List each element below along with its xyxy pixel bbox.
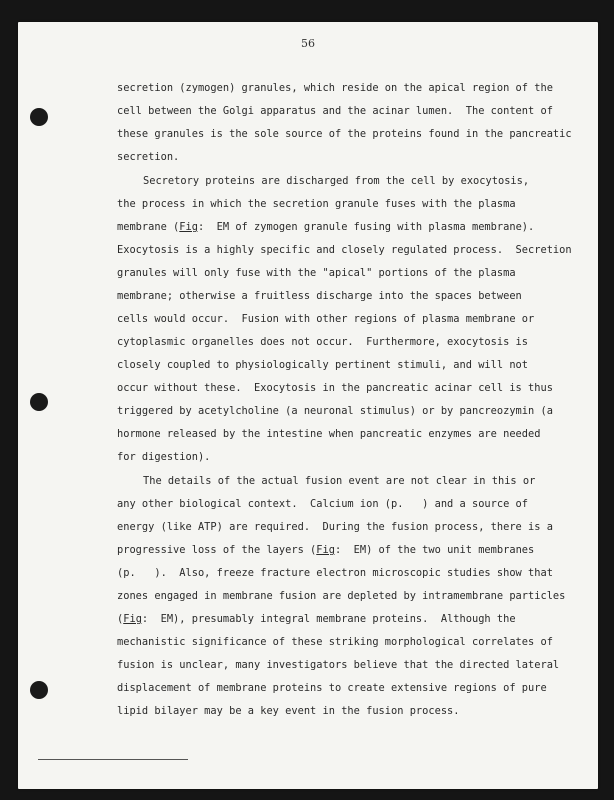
figure-reference: Fig [123, 613, 142, 625]
text-line: cytoplasmic organelles does not occur. Furthermore, exocytosis is [117, 336, 529, 348]
text-line: Secretory proteins are discharged from the cell by exocytosis, [143, 175, 530, 187]
text-line: lipid bilayer may be a key event in the fusion process. [117, 705, 460, 717]
figure-reference: Fig [316, 544, 335, 556]
text-line: (Fig: EM), presumably integral membrane proteins. Although the [117, 613, 516, 625]
text-line: cell between the Golgi apparatus and the acinar lumen. The content of [117, 105, 553, 117]
page-number: 56 [301, 37, 315, 50]
text-line: (p. ). Also, freeze fracture electron microscopic studies show that [117, 567, 553, 579]
text-line: closely coupled to physiologically pertinent stimuli, and will not [117, 359, 529, 371]
text-line: zones engaged in membrane fusion are depleted by intramembrane particles [117, 590, 566, 602]
text-line: these granules is the sole source of the proteins found in the pancreatic [117, 128, 572, 140]
text-line: fusion is unclear, many investigators believe that the directed lateral [117, 659, 560, 671]
text-line: hormone released by the intestine when pancreatic enzymes are needed [117, 428, 541, 440]
text-line: membrane (Fig: EM of zymogen granule fusing with plasma membrane). [117, 221, 535, 233]
document-page [18, 22, 598, 789]
text-line: triggered by acetylcholine (a neuronal stimulus) or by pancreozymin (a [117, 405, 553, 417]
text-line: mechanistic significance of these striking morphological correlates of [117, 636, 553, 648]
footer-rule [38, 759, 188, 760]
text-line: secretion (zymogen) granules, which reside on the apical region of the [117, 82, 553, 94]
text-line: Exocytosis is a highly specific and closely regulated process. Secretion [117, 244, 572, 256]
text-line: displacement of membrane proteins to create extensive regions of pure [117, 682, 547, 694]
punch-hole [30, 681, 48, 699]
text-line: The details of the actual fusion event are not clear in this or [143, 475, 536, 487]
text-line: for digestion). [117, 451, 211, 463]
text-line: membrane; otherwise a fruitless discharge into the spaces between [117, 290, 522, 302]
text-line: the process in which the secretion granule fuses with the plasma [117, 198, 516, 210]
figure-reference: Fig [179, 221, 198, 233]
text-line: granules will only fuse with the "apical" portions of the plasma [117, 267, 516, 279]
text-line: occur without these. Exocytosis in the pancreatic acinar cell is thus [117, 382, 553, 394]
text-line: secretion. [117, 151, 180, 163]
text-line: progressive loss of the layers (Fig: EM) of the two unit membranes [117, 544, 535, 556]
text-line: cells would occur. Fusion with other regions of plasma membrane or [117, 313, 535, 325]
text-line: energy (like ATP) are required. During the fusion process, there is a [117, 521, 553, 533]
punch-hole [30, 393, 48, 411]
text-line: any other biological context. Calcium ion (p. ) and a source of [117, 498, 529, 510]
punch-hole [30, 108, 48, 126]
